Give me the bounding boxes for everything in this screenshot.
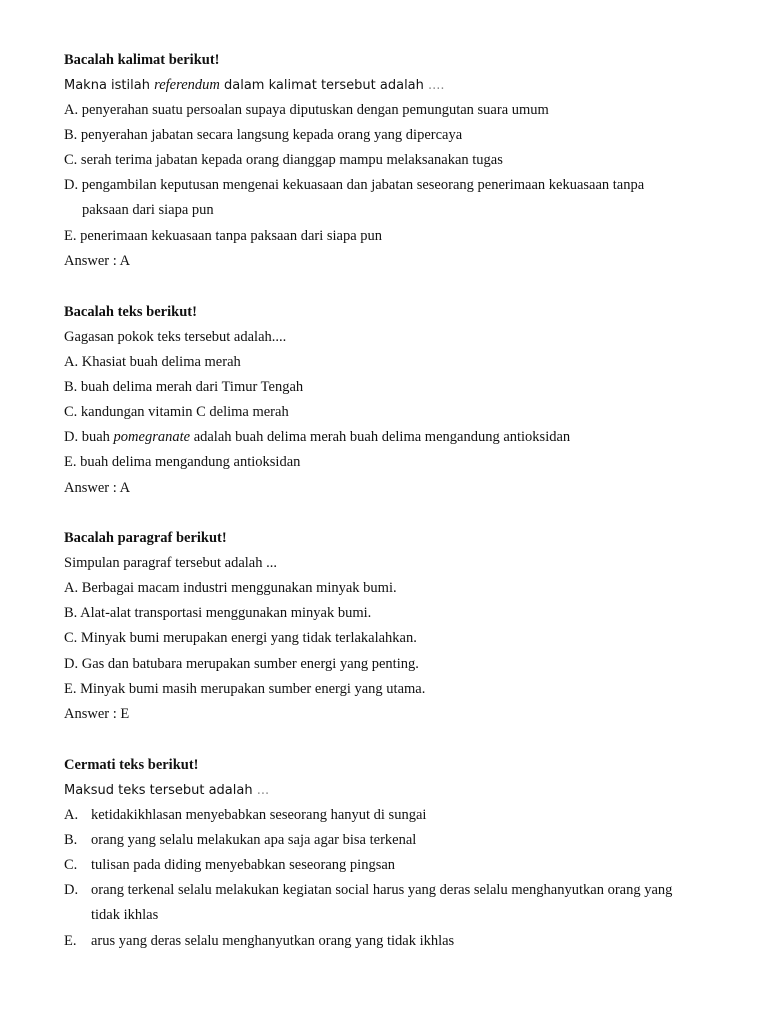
q4-option-d-text: orang terkenal selalu melakukan kegiatan social harus yang deras selalu menghanyutkan orang yang	[91, 882, 673, 898]
q1-answer: Answer : A	[64, 253, 131, 269]
q4-option-d-continued: tidak ikhlas	[91, 907, 159, 923]
q1-option-d: D. pengambilan keputusan mengenai kekuasaan dan jabatan seseorang penerimaan kekuasaan tanpa	[64, 177, 645, 193]
q2-prompt: Gagasan pokok teks tersebut adalah....	[64, 329, 287, 345]
q3-option-d: D. Gas dan batubara merupakan sumber energi yang penting.	[64, 656, 419, 672]
q3-prompt: Simpulan paragraf tersebut adalah ...	[64, 555, 277, 571]
q1-option-d-continued: paksaan dari siapa pun	[82, 202, 214, 218]
q4-option-a-text: ketidakikhlasan menyebabkan seseorang hanyut di sungai	[91, 807, 427, 823]
q1-option-b: B. penyerahan jabatan secara langsung kepada orang yang dipercaya	[64, 127, 463, 143]
q3-answer: Answer : E	[64, 706, 130, 722]
q3-option-e: E. Minyak bumi masih merupakan sumber energi yang utama.	[64, 681, 426, 697]
q2-option-c: C. kandungan vitamin C delima merah	[64, 404, 289, 420]
q4-option-d-letter: D.	[64, 882, 79, 898]
q1-option-c: C. serah terima jabatan kepada orang dianggap mampu melaksanakan tugas	[64, 152, 503, 168]
q4-prompt-text: Maksud teks tersebut adalah	[64, 783, 253, 798]
q4-option-a-letter: A.	[64, 807, 79, 823]
q1-prompt-pre: Makna istilah	[64, 78, 155, 93]
q4-option-b-text: orang yang selalu melakukan apa saja agar bisa terkenal	[91, 832, 417, 848]
q2-option-a: A. Khasiat buah delima merah	[64, 354, 241, 370]
q2-option-d-pre: D. buah	[64, 429, 114, 445]
q2-option-d	[64, 428, 570, 446]
q1-option-e: E. penerimaan kekuasaan tanpa paksaan dari siapa pun	[64, 228, 383, 244]
q4-prompt-dots: ...	[252, 783, 270, 798]
q4-option-e-letter: E.	[64, 933, 77, 949]
q2-option-e: E. buah delima mengandung antioksidan	[64, 454, 301, 470]
q2-option-b: B. buah delima merah dari Timur Tengah	[64, 379, 304, 395]
q3-option-b: B. Alat-alat transportasi menggunakan minyak bumi.	[64, 605, 372, 621]
q4-heading: Cermati teks berikut!	[64, 757, 199, 773]
q1-prompt	[64, 76, 445, 95]
q3-option-c: C. Minyak bumi merupakan energi yang tidak terlakalahkan.	[64, 630, 417, 646]
q1-option-a: A. penyerahan suatu persoalan supaya diputuskan dengan pemungutan suara umum	[64, 102, 549, 118]
q3-heading: Bacalah paragraf berikut!	[64, 530, 227, 546]
q2-answer: Answer : A	[64, 480, 131, 496]
q4-option-c	[64, 856, 395, 874]
q3-option-a: A. Berbagai macam industri menggunakan minyak bumi.	[64, 580, 397, 596]
q4-option-d	[64, 881, 672, 899]
q4-option-c-letter: C.	[64, 857, 78, 873]
q2-option-d-post: adalah buah delima merah buah delima mengandung antioksidan	[190, 429, 571, 445]
q4-option-b	[64, 831, 416, 849]
q1-prompt-dots: ....	[423, 78, 445, 93]
q2-option-d-term: pomegranate	[113, 429, 191, 445]
q1-prompt-post: dalam kalimat tersebut adalah	[219, 78, 424, 93]
q4-prompt	[64, 781, 269, 800]
q2-heading: Bacalah teks berikut!	[64, 304, 197, 320]
q4-option-c-text: tulisan pada diding menyebabkan seseorang pingsan	[91, 857, 396, 873]
q1-heading: Bacalah kalimat berikut!	[64, 52, 220, 68]
q4-option-e	[64, 932, 454, 950]
q4-option-e-text: arus yang deras selalu menghanyutkan orang yang tidak ikhlas	[91, 933, 455, 949]
q1-prompt-term: referendum	[154, 77, 220, 93]
q4-option-a	[64, 806, 426, 824]
q4-option-b-letter: B.	[64, 832, 78, 848]
